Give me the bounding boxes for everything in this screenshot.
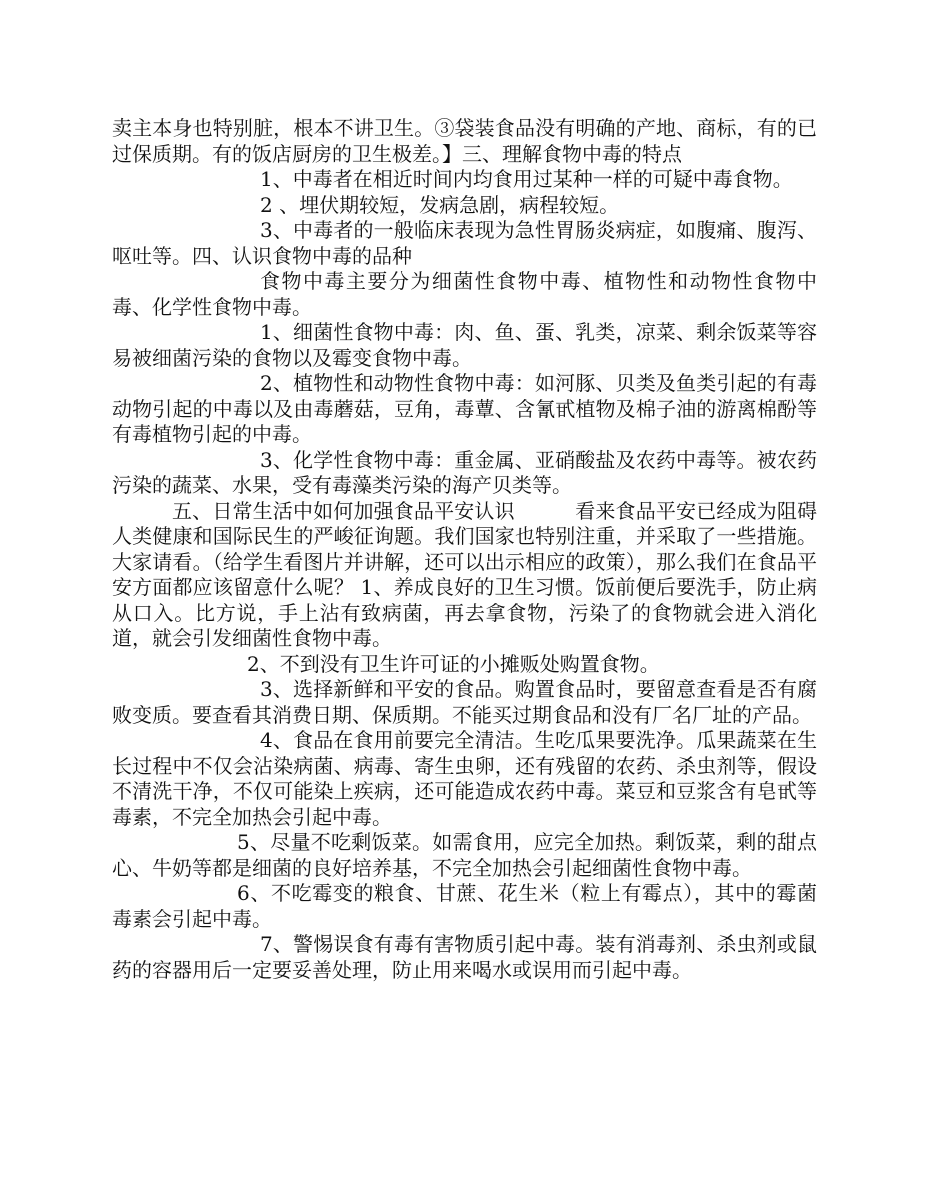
paragraph-tip-6: 6、不吃霉变的粮食、甘蔗、花生米（粒上有霉点），其中的霉菌毒素会引起中毒。 xyxy=(112,881,817,931)
paragraph-types-overview: 食物中毒主要分为细菌性食物中毒、植物性和动物性食物中毒、化学性食物中毒。 xyxy=(112,269,817,319)
paragraph-tip-5: 5、尽量不吃剩饭菜。如需食用，应完全加热。剩饭菜，剩的甜点心、牛奶等都是细菌的良好培养基，不完全加热会引起细菌性食物中毒。 xyxy=(112,830,817,880)
paragraph-type-bacterial: 1、细菌性食物中毒：肉、鱼、蛋、乳类，凉菜、剩余饭菜等容易被细菌污染的食物以及霉变食物中毒。 xyxy=(112,320,817,370)
paragraph-tip-3: 3、选择新鲜和平安的食品。购置食品时，要留意查看是否有腐败变质。要查看其消费日期、保质期。不能买过期食品和没有厂名厂址的产品。 xyxy=(112,677,817,727)
paragraph-section-five: 五、日常生活中如何加强食品平安认识 看来食品平安已经成为阻碍人类健康和国际民生的严峻征询题。我们国家也特别注重，并采取了一些措施。大家请看。（给学生看图片并讲解，还可以出示相应的政策），那么我们在食品平安方面都应该留意什么呢？ 1、养成良好的卫生习惯。饭前便后要洗手，防止病从口入。比方说，手上沾有致病菌，再去拿食物，污染了的食物就会进入消化道，就会引发细菌性食物中毒。 xyxy=(112,498,817,650)
paragraph-type-chemical: 3、化学性食物中毒：重金属、亚硝酸盐及农药中毒等。被农药污染的蔬菜、水果，受有毒藻类污染的海产贝类等。 xyxy=(112,447,817,497)
paragraph-feature-2: 2 、埋伏期较短，发病急剧，病程较短。 xyxy=(260,192,620,217)
document-body xyxy=(112,116,817,983)
paragraph-type-plant-animal: 2、植物性和动物性食物中毒：如河豚、贝类及鱼类引起的有毒动物引起的中毒以及由毒蘑菇，豆角，毒蕈、含氰甙植物及棉子油的游离棉酚等有毒植物引起的中毒。 xyxy=(112,371,817,446)
paragraph-tip-4: 4、食品在食用前要完全清洁。生吃瓜果要洗净。瓜果蔬菜在生长过程中不仅会沾染病菌、病毒、寄生虫卵，还有残留的农药、杀虫剂等，假设不清洗干净，不仅可能染上疾病，还可能造成农药中毒。菜豆和豆浆含有皂甙等毒素，不完全加热会引起中毒。 xyxy=(112,728,817,829)
paragraph-intro: 卖主本身也特别脏，根本不讲卫生。③袋装食品没有明确的产地、商标，有的已过保质期。有的饭店厨房的卫生极差。】三、理解食物中毒的特点 xyxy=(112,116,817,166)
paragraph-feature-1: 1、中毒者在相近时间内均食用过某种一样的可疑中毒食物。 xyxy=(260,167,793,191)
paragraph-tip-7: 7、警惕误食有毒有害物质引起中毒。装有消毒剂、杀虫剂或鼠药的容器用后一定要妥善处理，防止用来喝水或误用而引起中毒。 xyxy=(112,932,817,982)
paragraph-feature-3: 3、中毒者的一般临床表现为急性胃肠炎病症，如腹痛、腹泻、呕吐等。四、认识食物中毒的品种 xyxy=(112,218,817,268)
paragraph-tip-2: 2、不到没有卫生许可证的小摊贩处购置食物。 xyxy=(247,651,660,676)
